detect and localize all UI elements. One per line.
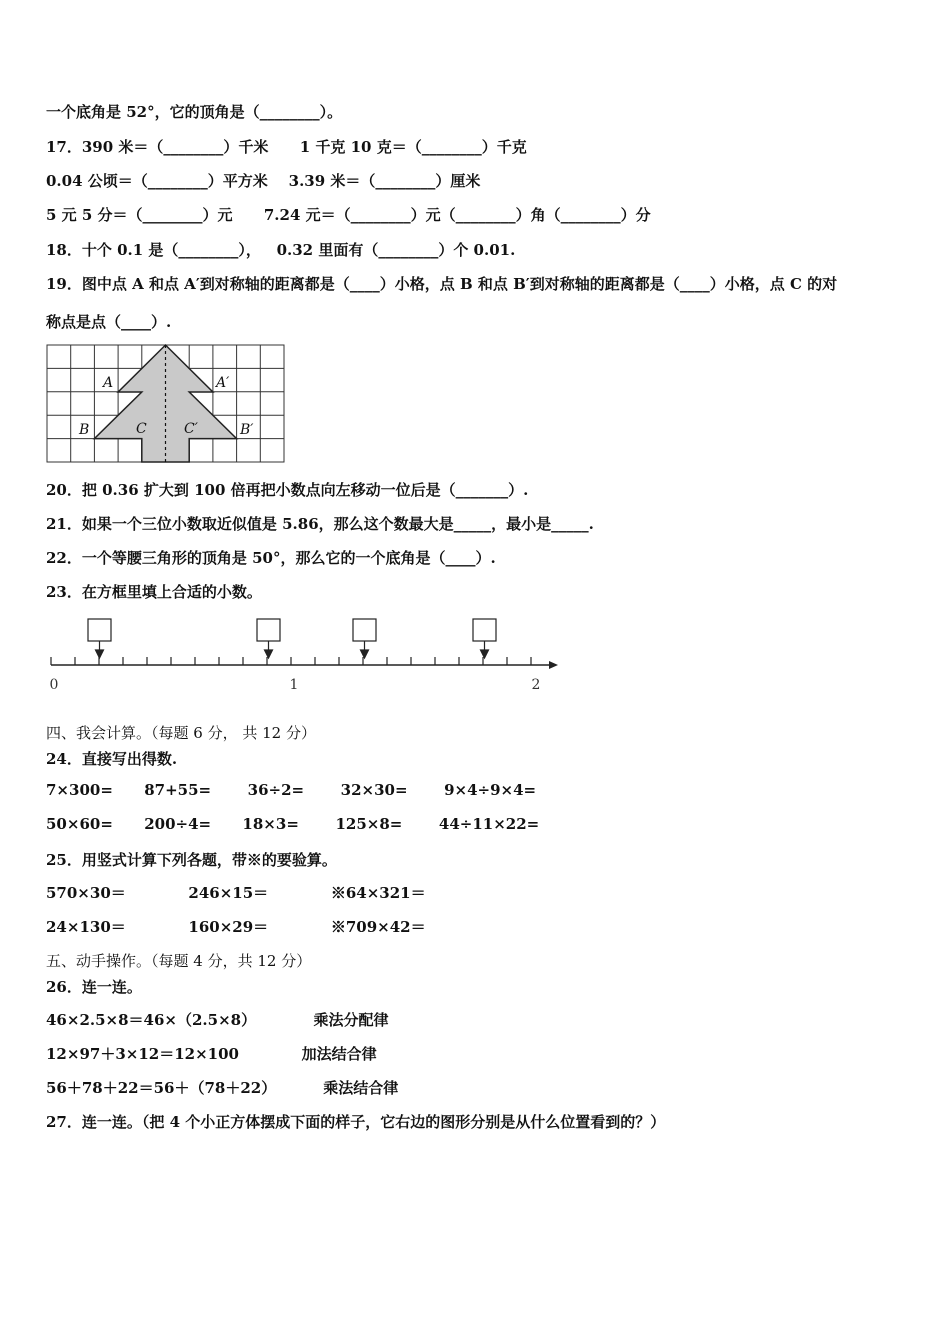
answer-box-3[interactable] (353, 619, 376, 641)
tick-label-1: 1 (289, 677, 299, 693)
section-5-heading: 五、动手操作。（每题 4 分，共 12 分） (46, 952, 312, 970)
section-4-heading: 四、我会计算。（每题 6 分， 共 12 分） (46, 724, 316, 742)
tick-label-2: 2 (531, 677, 541, 693)
line-q25-row2: 24×130＝ 160×29＝ ※709×42＝ (46, 918, 426, 936)
answer-boxes (88, 619, 496, 641)
line-q17-c: 5 元 5 分＝（________）元 7.24 元＝（________）元（________）角（________）分 (46, 206, 651, 224)
line-q24: 24．直接写出得数. (46, 750, 178, 768)
answer-box-4[interactable] (473, 619, 496, 641)
label-b: B (79, 422, 90, 438)
line-q17-b: 0.04 公顷＝（________）平方米 3.39 米＝（________）厘米 (46, 172, 481, 190)
ticks (51, 657, 531, 665)
line-q26-row2: 12×97＋3×12＝12×100 加法结合律 (46, 1045, 377, 1063)
line-q17-a: 17．390 米＝（________）千米 1 千克 10 克＝（________）千克 (46, 138, 527, 156)
line-q21: 21．如果一个三位小数取近似值是 5.86，那么这个数最大是_____，最小是_____. (46, 515, 594, 533)
label-a: A (103, 375, 114, 391)
line-q20: 20．把 0.36 扩大到 100 倍再把小数点向左移动一位后是（_______）. (46, 481, 529, 499)
axis-arrow (549, 661, 558, 669)
line-q23: 23．在方框里填上合适的小数。 (46, 583, 262, 601)
line-q18: 18．十个 0.1 是（________）， 0.32 里面有（________）个 0.01. (46, 241, 516, 259)
number-line-figure (46, 612, 566, 694)
answer-box-2[interactable] (257, 619, 280, 641)
line-q26-row1: 46×2.5×8＝46×（2.5×8） 乘法分配律 (46, 1011, 389, 1029)
line-q16-tail: 一个底角是 52°，它的顶角是（________）。 (46, 103, 343, 121)
line-q19-b: 称点是点（____）. (46, 313, 172, 331)
box-arrows (96, 641, 489, 658)
label-c: C (136, 421, 147, 437)
line-q24-row1: 7×300= 87+55= 36÷2= 32×30= 9×4÷9×4= (46, 781, 537, 799)
symmetry-tree-figure (46, 343, 286, 465)
line-q19-a: 19．图中点 A 和点 A′到对称轴的距离都是（____）小格，点 B 和点 B′到对称轴的距离都是（____）小格，点 C 的对 (46, 275, 838, 293)
line-q26-row3: 56＋78＋22＝56＋（78＋22） 乘法结合律 (46, 1079, 399, 1097)
answer-box-1[interactable] (88, 619, 111, 641)
line-q25: 25．用竖式计算下列各题，带※的要验算。 (46, 851, 337, 869)
line-q24-row2: 50×60= 200÷4= 18×3= 125×8= 44÷11×22= (46, 815, 540, 833)
line-q26: 26．连一连。 (46, 978, 142, 996)
label-c-prime: C′ (184, 421, 198, 437)
line-q25-row1: 570×30＝ 246×15＝ ※64×321＝ (46, 884, 426, 902)
label-b-prime: B′ (240, 422, 254, 438)
tree-shape (94, 345, 236, 462)
tick-label-0: 0 (49, 677, 59, 693)
label-a-prime: A′ (216, 375, 230, 391)
line-q22: 22．一个等腰三角形的顶角是 50°，那么它的一个底角是（____）. (46, 549, 496, 567)
line-q27: 27．连一连。（把 4 个小正方体摆成下面的样子，它右边的图形分别是从什么位置看到的？） (46, 1113, 666, 1131)
